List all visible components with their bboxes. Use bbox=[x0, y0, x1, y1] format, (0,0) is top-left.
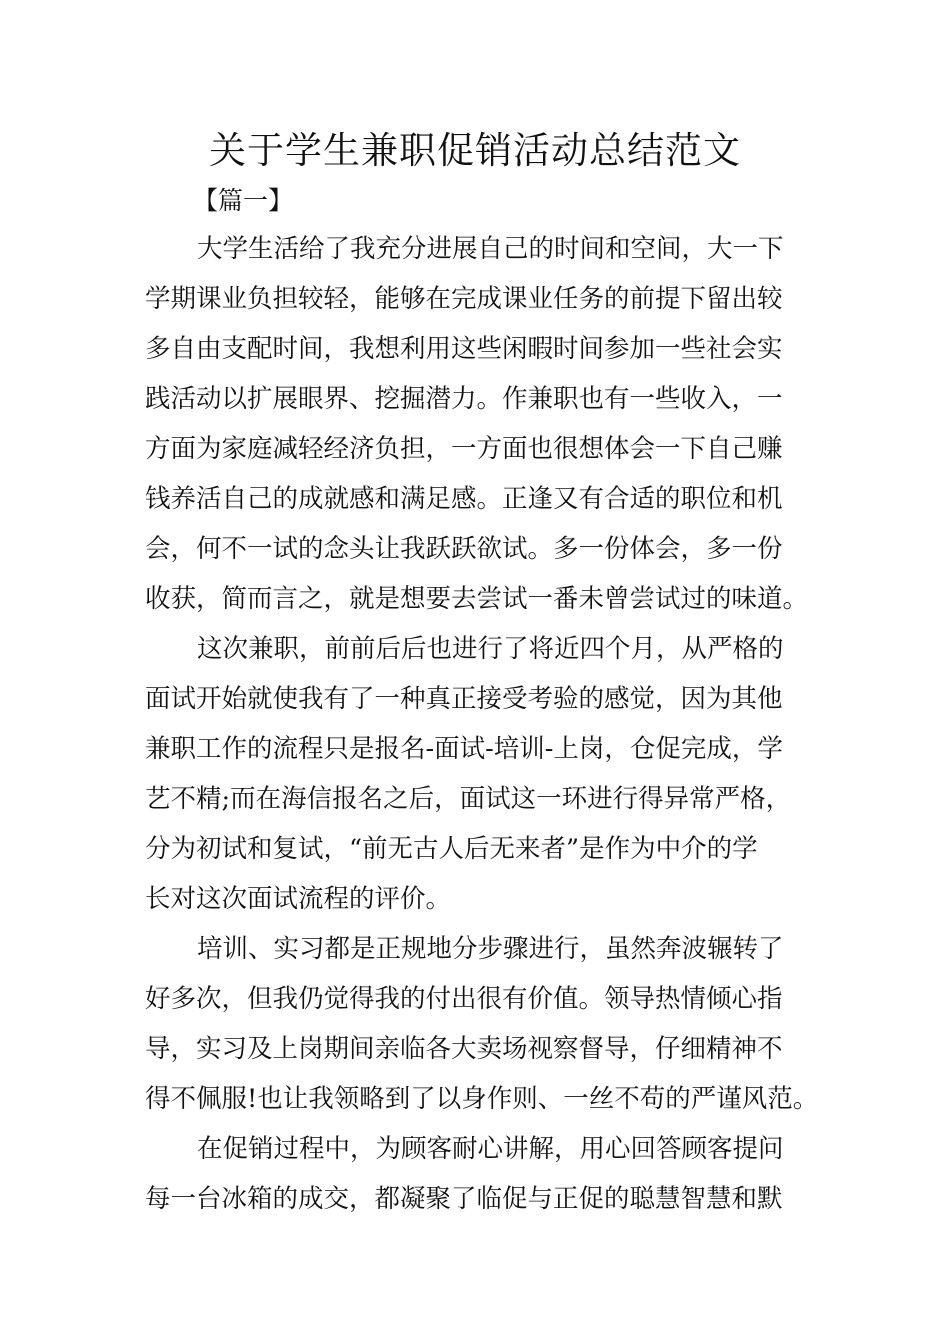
text-line: 方面为家庭减轻经济负担，一方面也很想体会一下自己赚 bbox=[145, 434, 783, 464]
text-line: 好多次，但我仍觉得我的付出很有价值。领导热情倾心指 bbox=[145, 984, 783, 1014]
text-line: 得不佩服!也让我领略到了以身作则、一丝不苟的严谨风范。 bbox=[145, 1084, 819, 1114]
text-line: 多自由支配时间，我想利用这些闲暇时间参加一些社会实 bbox=[145, 334, 783, 364]
text-line: 兼职工作的流程只是报名-面试-培训-上岗，仓促完成，学 bbox=[145, 734, 783, 764]
text-line: 在促销过程中，为顾客耐心讲解，用心回答顾客提问 bbox=[197, 1134, 784, 1164]
text-line: 这次兼职，前前后后也进行了将近四个月，从严格的 bbox=[197, 634, 784, 664]
text-line: 培训、实习都是正规地分步骤进行，虽然奔波辗转了 bbox=[197, 934, 784, 964]
text-line: 艺不精;而在海信报名之后，面试这一环进行得异常严格， bbox=[145, 784, 792, 814]
text-line: 导，实习及上岗期间亲临各大卖场视察督导，仔细精神不 bbox=[145, 1034, 783, 1064]
document-title: 关于学生兼职促销活动总结范文 bbox=[209, 129, 741, 172]
text-line: 面试开始就使我有了一种真正接受考验的感觉，因为其他 bbox=[145, 684, 783, 714]
text-line: 践活动以扩展眼界、挖掘潜力。作兼职也有一些收入，一 bbox=[145, 384, 783, 414]
section-label: 【篇一】 bbox=[193, 186, 294, 215]
document-body bbox=[145, 224, 819, 1224]
text-line: 长对这次面试流程的评价。 bbox=[145, 884, 452, 914]
text-line: 会，何不一试的念头让我跃跃欲试。多一份体会，多一份 bbox=[145, 534, 783, 564]
text-line: 大学生活给了我充分进展自己的时间和空间，大一下 bbox=[197, 234, 784, 264]
text-line: 钱养活自己的成就感和满足感。正逢又有合适的职位和机 bbox=[145, 484, 783, 514]
text-line: 每一台冰箱的成交，都凝聚了临促与正促的聪慧智慧和默 bbox=[145, 1184, 783, 1214]
text-line: 学期课业负担较轻，能够在完成课业任务的前提下留出较 bbox=[145, 284, 783, 314]
text-line: 收获，简而言之，就是想要去尝试一番未曾尝试过的味道。 bbox=[145, 584, 809, 614]
text-line: 分为初试和复试，“前无古人后无来者”是作为中介的学 bbox=[145, 834, 758, 864]
